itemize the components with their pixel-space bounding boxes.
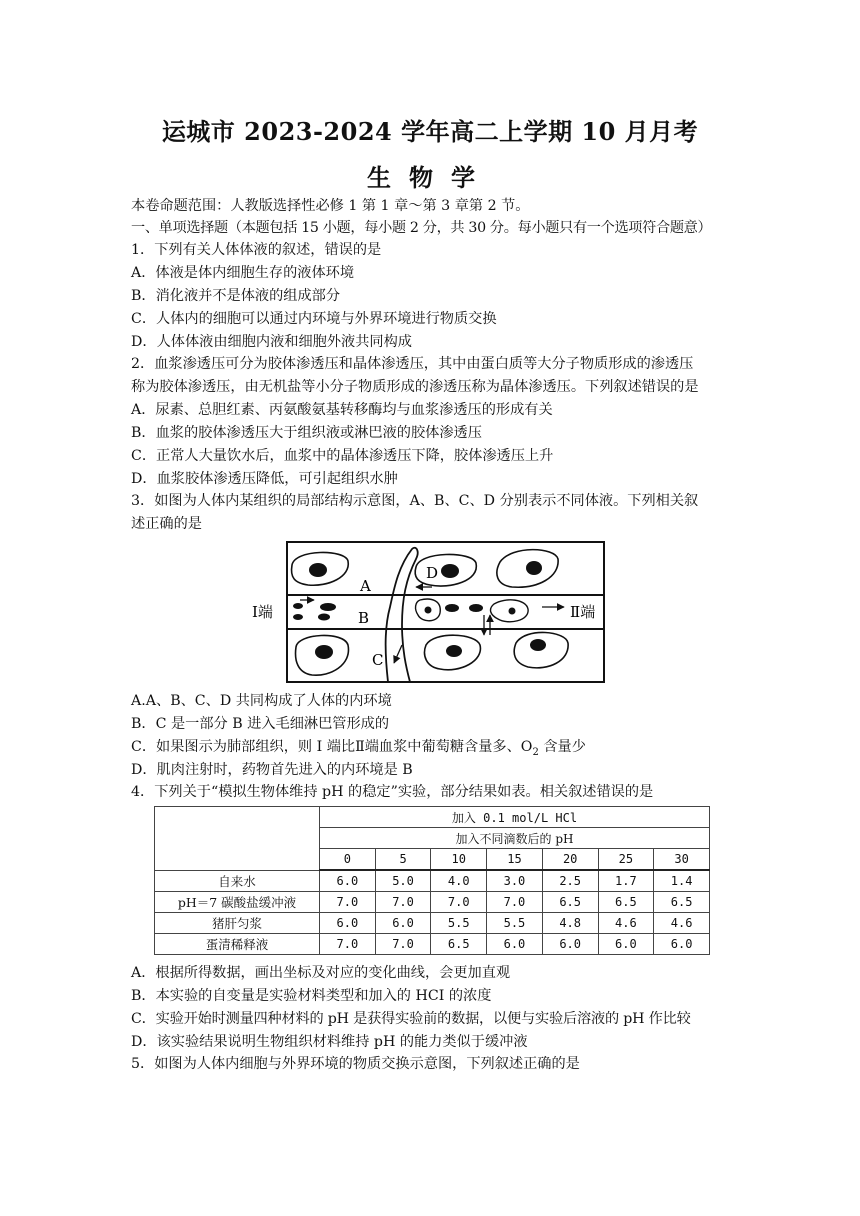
drops-header: 30	[654, 849, 710, 871]
arrow-to-c	[394, 645, 402, 663]
q1-stem: 1．下列有关人体体液的叙述，错误的是	[131, 242, 382, 258]
q2-option-a: A．尿素、总胆红素、丙氨酸氨基转移酶均与血浆渗透压的形成有关	[131, 402, 553, 418]
tissue-structure-figure	[250, 537, 610, 687]
table-head-reagent: 加入 0.1 mol/L HCl	[320, 807, 710, 828]
cell-nucleus	[425, 607, 432, 614]
label-d: D	[426, 564, 439, 582]
tissue-frame	[287, 542, 604, 682]
q2-option-d: D．血浆胶体渗透压降低，可引起组织水肿	[131, 471, 398, 487]
blood-cell	[318, 614, 330, 621]
q4-option-a: A．根据所得数据，画出坐标及对应的变化曲线，会更加直观	[131, 965, 511, 981]
cell-nucleus	[526, 561, 542, 575]
q1-option-b: B．消化液并不是体液的组成部分	[131, 288, 341, 304]
blood-cell	[469, 604, 483, 612]
drops-header: 25	[598, 849, 654, 871]
q3-stem-line2: 述正确的是	[131, 516, 202, 532]
blood-cell	[445, 604, 459, 612]
label-c: C	[372, 651, 384, 669]
exam-title: 运城市 2023-2024 学年高二上学期 10 月月考	[161, 117, 699, 146]
cell-nucleus	[509, 608, 516, 615]
q1-option-c: C．人体内的细胞可以通过内环境与外界环境进行物质交换	[131, 311, 497, 327]
drops-header: 20	[542, 849, 598, 871]
q2-stem-line1: 2．血浆渗透压可分为胶体渗透压和晶体渗透压，其中由蛋白质等大分子物质形成的渗透压	[131, 356, 694, 372]
drops-header: 15	[487, 849, 543, 871]
blood-cell	[320, 603, 336, 611]
table-head-ph: 加入不同滴数后的 pH	[320, 828, 710, 849]
q4-option-c: C．实验开始时测量四种材料的 pH 是获得实验前的数据，以便与实验后溶液的 pH 作比较	[131, 1011, 691, 1027]
cell-nucleus	[446, 645, 462, 657]
cell-nucleus	[309, 563, 327, 577]
q3-option-b: B．C 是一部分 B 进入毛细淋巴管形成的	[131, 716, 390, 732]
table-row: 自来水 6.0 5.0 4.0 3.0 2.5 1.7 1.4	[155, 870, 710, 892]
q3-option-d: D．肌肉注射时，药物首先进入的内环境是 B	[131, 762, 413, 778]
q2-option-b: B．血浆的胶体渗透压大于组织液或淋巴液的胶体渗透压	[131, 425, 482, 441]
drops-header: 5	[375, 849, 431, 871]
q4-stem: 4．下列关于“模拟生物体维持 pH 的稳定”实验，部分结果如表。相关叙述错误的是	[131, 784, 654, 800]
q4-option-b: B．本实验的自变量是实验材料类型和加入的 HCI 的浓度	[131, 988, 492, 1004]
label-b: B	[358, 609, 370, 627]
blood-cell	[293, 603, 303, 609]
blood-cell	[293, 614, 303, 620]
q1-option-a: A．体液是体内细胞生存的液体环境	[131, 265, 355, 281]
q1-option-d: D．人体体液由细胞内液和细胞外液共同构成	[131, 334, 412, 350]
q3-stem-line1: 3．如图为人体内某组织的局部结构示意图，A、B、C、D 分别表示不同体液。下列相关叙	[131, 493, 699, 509]
q2-stem-line2: 称为胶体渗透压，由无机盐等小分子物质形成的渗透压称为晶体渗透压。下列叙述错误的是	[131, 379, 699, 395]
subject-title: 生物学	[367, 163, 493, 192]
q2-option-c: C．正常人大量饮水后，血浆中的晶体渗透压下降，胶体渗透压上升	[131, 448, 554, 464]
drops-header: 0	[320, 849, 376, 871]
ph-results-table	[154, 806, 710, 955]
scope-note: 本卷命题范围：人教版选择性必修 1 第 1 章～第 3 章第 2 节。	[131, 198, 530, 214]
q3-option-c: C．如果图示为肺部组织，则 I 端比Ⅱ端血浆中葡萄糖含量多、$O_2$ 含量少	[131, 739, 586, 758]
section-heading: 一、单项选择题（本题包括 15 小题，每小题 2 分，共 30 分。每小题只有一个选项符合题意）	[131, 220, 712, 236]
cell-nucleus	[530, 639, 546, 651]
table-corner-cell	[155, 807, 320, 871]
cell-nucleus	[315, 645, 333, 659]
label-a: A	[360, 577, 371, 595]
end-i-label: Ⅰ端	[252, 603, 273, 621]
table-row: 蛋清稀释液 7.0 7.0 6.5 6.0 6.0 6.0 6.0	[155, 934, 710, 955]
table-row: 猪肝匀浆 6.0 6.0 5.5 5.5 4.8 4.6 4.6	[155, 913, 710, 934]
end-ii-label: Ⅱ端	[570, 603, 596, 621]
table-row: pH＝7 碳酸盐缓冲液 7.0 7.0 7.0 7.0 6.5 6.5 6.5	[155, 892, 710, 913]
cell-nucleus	[441, 564, 459, 578]
q4-option-d: D．该实验结果说明生物组织材料维持 pH 的能力类似于缓冲液	[131, 1034, 528, 1050]
q3-option-a: A.A、B、C、D 共同构成了人体的内环境	[131, 693, 392, 709]
q5-stem: 5．如图为人体内细胞与外界环境的物质交换示意图，下列叙述正确的是	[131, 1056, 580, 1072]
lymphatic-capillary	[386, 548, 418, 682]
drops-header: 10	[431, 849, 487, 871]
